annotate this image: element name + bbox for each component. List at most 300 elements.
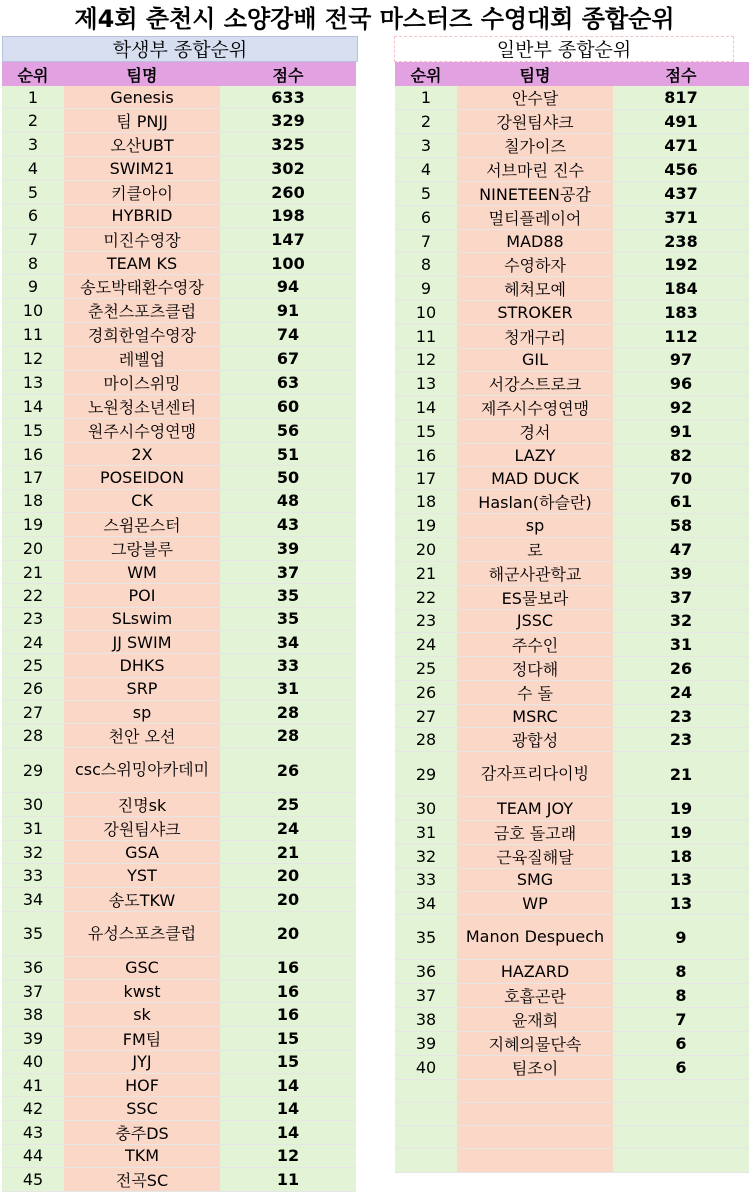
table-row <box>395 134 749 158</box>
score-cell <box>220 701 356 724</box>
rank-cell-text: 30 <box>415 799 437 819</box>
rank-cell-text: 3 <box>420 136 432 155</box>
team-name-cell <box>64 748 220 793</box>
rank-cell <box>2 109 64 133</box>
score-cell-text: 70 <box>669 468 693 488</box>
team-name-cell-text: csc스위밍아카데미 <box>74 760 210 780</box>
score-cell <box>613 633 749 657</box>
table-row <box>2 748 356 793</box>
team-name-cell <box>64 561 220 584</box>
score-cell-text: 37 <box>669 587 693 607</box>
team-name-cell <box>64 537 220 561</box>
team-name-cell-text: TEAM JOY <box>497 799 573 819</box>
team-name-cell <box>457 610 613 633</box>
score-cell <box>613 1008 749 1032</box>
team-name-cell-text: 오산UBT <box>110 136 174 156</box>
team-name-cell <box>64 86 220 109</box>
table-row <box>395 562 749 586</box>
rank-cell <box>395 705 457 728</box>
table-row <box>2 443 356 466</box>
score-cell-text: 491 <box>664 112 698 131</box>
team-name-cell <box>457 821 613 845</box>
rank-cell <box>2 724 64 748</box>
table-row <box>395 206 749 230</box>
score-cell-text: 302 <box>271 158 305 178</box>
score-cell-text: 16 <box>276 958 300 978</box>
team-name-cell-text: 주수인 <box>511 636 559 656</box>
rank-cell <box>395 1008 457 1032</box>
team-name-cell <box>457 110 613 134</box>
rank-cell <box>2 654 64 677</box>
empty-cell <box>457 1080 613 1103</box>
rank-cell <box>395 869 457 892</box>
empty-cell <box>613 1173 749 1195</box>
rank-cell <box>2 347 64 371</box>
empty-cell <box>395 1080 457 1103</box>
team-name-cell <box>64 817 220 841</box>
rank-cell <box>395 467 457 490</box>
rank-cell-text: 6 <box>27 206 39 226</box>
score-cell <box>613 752 749 797</box>
team-name-cell-text: 원주시수영연맹 <box>87 422 197 442</box>
score-cell-text: 192 <box>664 255 698 275</box>
team-name-cell <box>64 109 220 133</box>
table-row <box>395 984 749 1008</box>
rank-cell-text: 14 <box>415 397 437 417</box>
team-name-cell-text: GSC <box>125 958 159 978</box>
table-row <box>395 728 749 752</box>
score-cell <box>220 748 356 793</box>
team-name-cell <box>64 323 220 347</box>
table-row <box>395 86 749 110</box>
team-name-cell <box>457 869 613 892</box>
score-cell-text: 31 <box>276 679 300 699</box>
rank-cell-text: 29 <box>415 764 437 784</box>
score-cell <box>220 299 356 323</box>
team-name-cell-text: SMG <box>516 870 554 890</box>
table-row <box>2 275 356 299</box>
table-row <box>2 466 356 489</box>
team-name-cell <box>457 396 613 420</box>
team-name-cell <box>457 420 613 444</box>
rank-column-header: 순위 <box>395 62 457 86</box>
team-name-cell <box>457 728 613 752</box>
rank-cell-text: 3 <box>27 135 39 155</box>
score-cell <box>613 892 749 915</box>
score-cell <box>613 490 749 514</box>
team-name-cell <box>64 980 220 1003</box>
rank-cell <box>2 275 64 299</box>
score-cell-text: 13 <box>669 893 693 913</box>
score-cell-text: 11 <box>276 1169 300 1189</box>
team-name-cell-text: 금호 돌고래 <box>493 823 577 843</box>
table-row <box>2 631 356 654</box>
score-cell <box>613 253 749 277</box>
rank-cell <box>395 728 457 752</box>
rank-cell-text: 12 <box>415 350 437 370</box>
score-cell-text: 34 <box>276 632 300 652</box>
team-name-cell-text: 미진수영장 <box>103 230 181 250</box>
score-cell-text: 633 <box>271 87 305 107</box>
score-cell-text: 94 <box>276 277 300 297</box>
rank-cell-text: 26 <box>415 683 437 703</box>
score-cell-text: 91 <box>276 301 300 321</box>
rank-cell <box>2 748 64 793</box>
team-name-cell-text: 호흡곤란 <box>504 986 566 1006</box>
rank-cell <box>2 228 64 252</box>
table-row <box>2 395 356 419</box>
score-cell <box>220 205 356 228</box>
empty-cell <box>613 1080 749 1103</box>
team-name-cell-text: ES물보라 <box>501 588 569 608</box>
table-row <box>395 892 749 915</box>
score-cell-text: 437 <box>664 184 698 203</box>
rank-cell-text: 40 <box>415 1057 437 1077</box>
team-name-cell-text: DHKS <box>119 655 165 675</box>
score-cell-text: 19 <box>669 822 693 842</box>
table-row <box>2 252 356 275</box>
team-name-cell <box>457 845 613 869</box>
score-cell <box>220 133 356 157</box>
team-name-cell <box>64 157 220 180</box>
rank-cell-text: 37 <box>415 985 437 1005</box>
score-cell-text: 8 <box>675 985 687 1005</box>
team-name-cell <box>64 395 220 419</box>
team-column-header: 팀명 <box>457 62 613 86</box>
team-name-cell <box>457 301 613 324</box>
team-name-cell <box>457 206 613 230</box>
team-name-cell-text: 청개구리 <box>504 327 566 347</box>
score-cell <box>613 86 749 110</box>
team-name-cell-text: MSRC <box>512 706 558 726</box>
rank-cell <box>2 841 64 864</box>
score-cell <box>220 395 356 419</box>
score-cell-text: 16 <box>276 1004 300 1024</box>
team-name-cell <box>64 912 220 957</box>
rank-cell-text: 11 <box>22 325 44 345</box>
score-cell <box>613 206 749 230</box>
table-row <box>395 372 749 396</box>
table-row <box>395 253 749 277</box>
table-row <box>2 205 356 228</box>
table-row <box>2 1121 356 1145</box>
team-name-cell-text: 전곡SC <box>115 1170 169 1190</box>
student-section-header: 학생부 종합순위 <box>2 36 358 62</box>
empty-cell <box>457 1103 613 1126</box>
table-row <box>395 610 749 633</box>
score-cell-text: 61 <box>669 492 693 512</box>
team-name-cell <box>457 562 613 586</box>
rank-cell <box>395 657 457 681</box>
rank-cell <box>2 584 64 607</box>
team-name-cell <box>64 513 220 537</box>
table-row <box>2 537 356 561</box>
team-name-cell <box>64 252 220 275</box>
team-name-cell <box>64 371 220 395</box>
team-name-cell <box>64 133 220 157</box>
table-row <box>2 980 356 1003</box>
team-name-cell <box>64 490 220 513</box>
rank-cell <box>395 253 457 277</box>
score-cell-text: 51 <box>276 444 300 464</box>
team-name-cell <box>457 681 613 705</box>
rank-cell-text: 19 <box>415 516 437 536</box>
score-cell <box>220 1074 356 1097</box>
rank-cell <box>395 182 457 206</box>
rank-cell <box>2 1027 64 1051</box>
rank-cell <box>2 1168 64 1192</box>
rank-cell <box>2 678 64 701</box>
team-column-header: 팀명 <box>64 62 220 86</box>
team-name-cell-text: JSSC <box>516 611 554 631</box>
rank-cell-text: 9 <box>27 277 39 297</box>
empty-row <box>395 1103 749 1126</box>
table-row <box>2 1168 356 1192</box>
score-cell <box>613 301 749 324</box>
score-cell-text: 18 <box>669 846 693 866</box>
table-row <box>395 869 749 892</box>
table-row <box>2 181 356 205</box>
score-cell-text: 24 <box>669 683 693 703</box>
score-cell-text: 47 <box>669 539 693 559</box>
score-cell <box>220 912 356 957</box>
rank-cell-text: 30 <box>22 795 44 815</box>
score-cell-text: 23 <box>669 730 693 750</box>
team-name-cell-text: 키클아이 <box>111 183 173 203</box>
team-name-cell-text: Genesis <box>110 87 174 107</box>
rank-cell-text: 11 <box>415 326 437 346</box>
rank-cell-text: 25 <box>22 655 44 675</box>
team-name-cell <box>64 275 220 299</box>
rank-cell-text: 19 <box>22 515 44 535</box>
rank-cell-text: 1 <box>27 87 39 107</box>
rank-cell <box>2 980 64 1003</box>
rank-cell <box>2 205 64 228</box>
team-name-cell-text: 춘천스포츠클럽 <box>87 302 197 322</box>
score-cell-text: 74 <box>276 325 300 345</box>
empty-cell <box>395 1173 457 1195</box>
table-row <box>395 277 749 301</box>
score-cell-text: 37 <box>276 562 300 582</box>
table-row <box>395 110 749 134</box>
rank-cell <box>2 395 64 419</box>
team-name-cell-text: 팀조이 <box>511 1058 559 1078</box>
rank-cell-text: 18 <box>415 492 437 512</box>
score-cell <box>220 561 356 584</box>
team-name-cell-text: TKM <box>124 1146 160 1166</box>
team-name-cell <box>64 299 220 323</box>
score-cell <box>220 584 356 607</box>
team-name-cell <box>457 586 613 610</box>
rank-cell <box>395 984 457 1008</box>
team-name-cell-text: 송도박태환수영장 <box>80 278 204 298</box>
team-name-cell-text: Haslan(하슬란) <box>478 493 592 513</box>
rank-cell-text: 4 <box>27 158 39 178</box>
score-cell <box>220 157 356 180</box>
rank-cell-text: 39 <box>415 1033 437 1053</box>
team-name-cell-text: 헤쳐모예 <box>504 280 566 300</box>
score-cell <box>613 182 749 206</box>
table-row <box>2 347 356 371</box>
score-column-header: 점수 <box>220 62 356 86</box>
score-cell <box>220 724 356 748</box>
team-name-cell-text: 경희한얼수영장 <box>87 326 197 346</box>
team-name-cell-text: 로 <box>527 540 543 560</box>
empty-row <box>395 1173 749 1195</box>
team-name-cell <box>457 253 613 277</box>
table-row <box>395 325 749 349</box>
score-cell <box>220 1051 356 1074</box>
rank-cell-text: 34 <box>415 893 437 913</box>
team-name-cell <box>64 205 220 228</box>
rank-cell <box>2 252 64 275</box>
rank-cell-text: 44 <box>22 1146 44 1166</box>
team-name-cell-text: YST <box>127 866 157 886</box>
rank-column-header: 순위 <box>2 62 64 86</box>
rank-cell <box>2 1051 64 1074</box>
team-name-cell-text: 지혜의물단속 <box>488 1034 582 1054</box>
score-cell-text: 8 <box>675 961 687 981</box>
table-row <box>2 133 356 157</box>
team-name-cell-text: GSA <box>125 842 159 862</box>
score-cell <box>220 466 356 489</box>
rank-cell-text: 22 <box>415 587 437 607</box>
rank-cell <box>2 86 64 109</box>
score-cell-text: 33 <box>276 655 300 675</box>
rank-cell-text: 29 <box>22 760 44 780</box>
score-cell <box>613 325 749 349</box>
table-row <box>2 678 356 701</box>
table-row <box>2 109 356 133</box>
table-row <box>2 371 356 395</box>
score-cell-text: 198 <box>271 206 305 226</box>
score-cell <box>220 1003 356 1026</box>
score-cell <box>613 821 749 845</box>
table-row <box>395 681 749 705</box>
rank-cell <box>2 1145 64 1168</box>
table-row <box>2 513 356 537</box>
rank-cell-text: 21 <box>415 563 437 583</box>
score-cell-text: 60 <box>276 397 300 417</box>
team-name-cell-text: sp <box>525 516 545 536</box>
score-cell-text: 97 <box>669 350 693 370</box>
table-row <box>395 396 749 420</box>
table-row <box>2 724 356 748</box>
table-row <box>395 915 749 960</box>
rank-cell <box>395 1032 457 1056</box>
rank-cell-text: 31 <box>415 822 437 842</box>
rank-cell-text: 13 <box>22 373 44 393</box>
score-cell <box>220 228 356 252</box>
score-cell-text: 7 <box>675 1009 687 1029</box>
team-name-cell-text: SSC <box>126 1098 158 1118</box>
team-name-cell <box>457 752 613 797</box>
rank-cell-text: 9 <box>420 279 432 299</box>
score-cell-text: 58 <box>669 516 693 536</box>
rank-cell-text: 8 <box>27 253 39 273</box>
score-cell <box>220 1168 356 1192</box>
rank-cell-text: 14 <box>22 397 44 417</box>
rank-cell-text: 7 <box>420 231 432 251</box>
score-cell <box>220 181 356 205</box>
rank-cell <box>2 443 64 466</box>
rank-cell-text: 35 <box>22 924 44 944</box>
team-name-cell-text: 안수달 <box>511 89 559 108</box>
table-row <box>2 1074 356 1097</box>
team-name-cell <box>457 182 613 206</box>
team-name-cell <box>457 325 613 349</box>
empty-cell <box>457 1173 613 1195</box>
team-name-cell <box>64 443 220 466</box>
rank-cell <box>2 1097 64 1120</box>
score-cell-text: 67 <box>276 349 300 369</box>
score-cell-text: 6 <box>675 1033 687 1053</box>
table-header-row <box>2 62 356 86</box>
rank-cell-text: 35 <box>415 927 437 947</box>
team-name-cell <box>457 984 613 1008</box>
team-name-cell <box>457 86 613 110</box>
table-row <box>2 817 356 841</box>
score-cell-text: 16 <box>276 981 300 1001</box>
rank-cell <box>395 681 457 705</box>
score-cell <box>220 841 356 864</box>
rank-cell <box>2 793 64 817</box>
table-row <box>395 230 749 253</box>
table-row <box>395 705 749 728</box>
rank-cell-text: 17 <box>415 468 437 488</box>
score-cell-text: 183 <box>664 302 698 322</box>
team-name-cell <box>64 957 220 980</box>
team-name-cell-text: SLswim <box>111 609 173 629</box>
team-name-cell-text: 근육질해달 <box>496 847 574 867</box>
rank-cell-text: 17 <box>22 468 44 488</box>
score-cell <box>613 514 749 537</box>
table-row <box>2 841 356 864</box>
team-name-cell-text: 수영하자 <box>504 256 566 276</box>
table-row <box>395 752 749 797</box>
score-cell-text: 24 <box>276 819 300 839</box>
team-name-cell <box>457 158 613 182</box>
rank-cell <box>395 797 457 820</box>
table-row <box>2 701 356 724</box>
rank-cell <box>2 1003 64 1026</box>
rank-cell-text: 32 <box>22 842 44 862</box>
team-name-cell <box>64 1003 220 1026</box>
score-cell <box>220 443 356 466</box>
rank-cell <box>2 608 64 631</box>
score-cell <box>220 608 356 631</box>
team-name-cell-text: 서강스트로크 <box>488 374 582 394</box>
score-cell <box>220 1027 356 1051</box>
score-cell <box>613 372 749 396</box>
empty-cell <box>613 1149 749 1172</box>
rank-cell-text: 16 <box>22 444 44 464</box>
rank-cell <box>395 892 457 915</box>
rank-cell <box>395 915 457 960</box>
team-name-cell-text: 천안 오션 <box>108 727 176 747</box>
score-cell-text: 39 <box>276 539 300 559</box>
rank-cell <box>2 299 64 323</box>
team-name-cell-text: HAZARD <box>500 961 570 981</box>
rank-cell <box>395 158 457 182</box>
score-cell-text: 20 <box>276 924 300 944</box>
score-cell <box>613 869 749 892</box>
score-cell <box>613 728 749 752</box>
team-name-cell-text: sk <box>133 1004 151 1024</box>
table-row <box>395 158 749 182</box>
score-cell <box>220 537 356 561</box>
rank-cell <box>395 960 457 983</box>
